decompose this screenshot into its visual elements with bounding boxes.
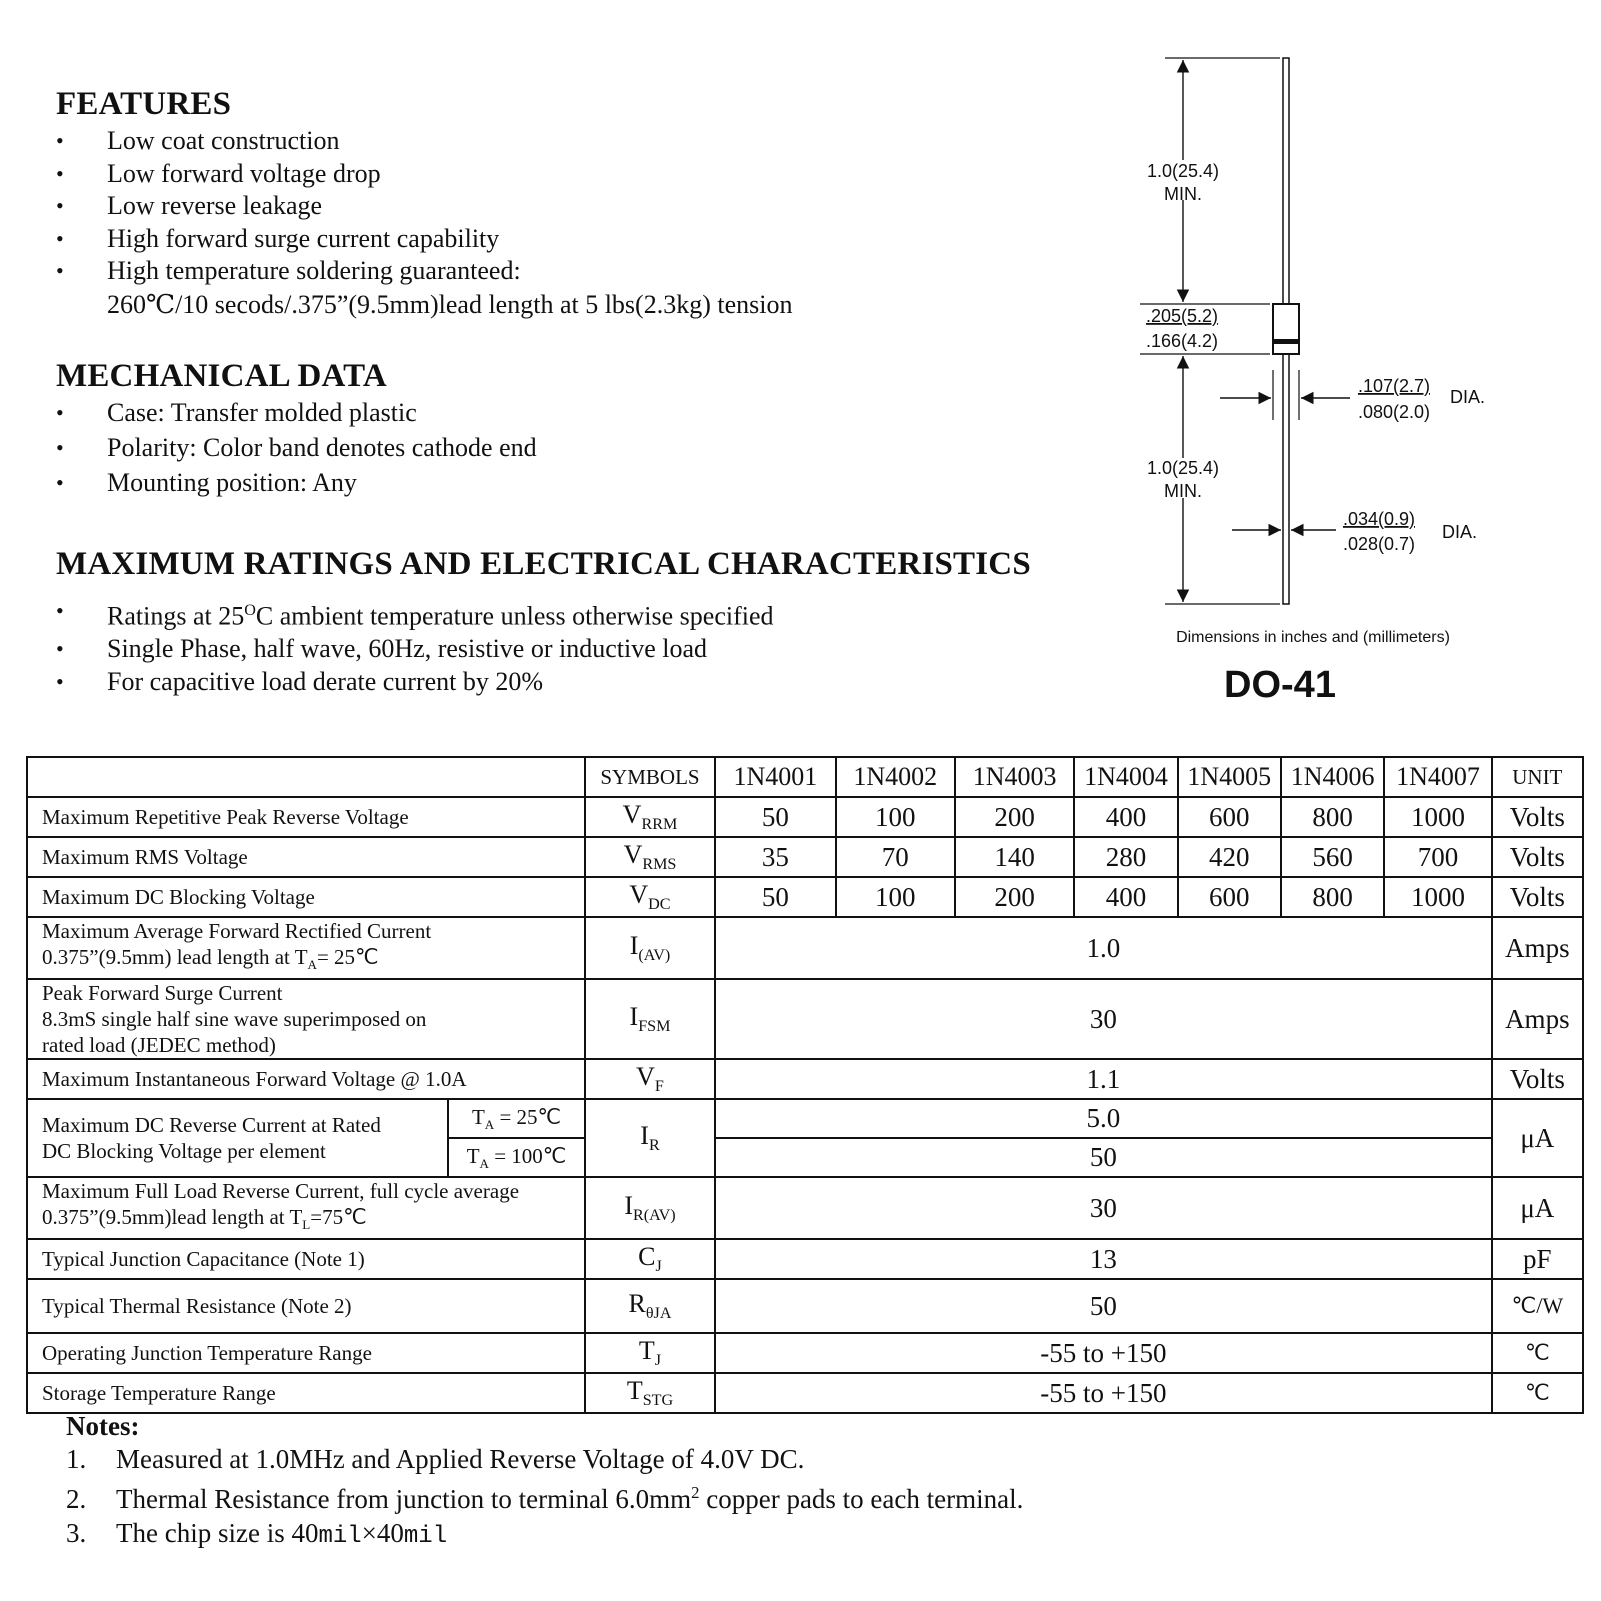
row-label: Maximum Instantaneous Forward Voltage @ 1.0A — [27, 1059, 585, 1099]
ratings-heading: MAXIMUM RATINGS AND ELECTRICAL CHARACTERISTICS — [56, 546, 1031, 582]
ratings-table — [26, 756, 1584, 1414]
list-item: • Low coat construction — [56, 125, 792, 158]
bullet-icon: • — [56, 258, 64, 283]
bullet-icon: • — [56, 193, 64, 218]
row-value: 50 — [715, 1138, 1491, 1177]
header-part: 1N4005 — [1178, 757, 1281, 797]
row-value: 600 — [1178, 797, 1281, 837]
row-symbol: $R_{\theta JA}$ — [585, 1279, 715, 1333]
row-label: Maximum Average Forward Rectified Current 0.375”(9.5mm) lead length at $T_A=$ 25℃ — [27, 917, 585, 979]
row-value: 1.0 — [715, 917, 1491, 979]
condition-ta-25: $T_A$ = 25℃ — [448, 1099, 584, 1138]
row-value: 800 — [1281, 877, 1384, 917]
row-value: 1000 — [1384, 797, 1491, 837]
row-unit: μA — [1492, 1099, 1583, 1177]
list-item: • Ratings at $25^OC$ ambient temperature unless otherwise specified — [56, 595, 1031, 633]
table-row — [27, 1099, 1583, 1138]
row-value: 200 — [955, 877, 1074, 917]
diode-body — [1273, 304, 1299, 354]
lead-dia-max: .034(0.9) — [1342, 509, 1416, 529]
row-value: 50 — [715, 877, 835, 917]
row-value: 5.0 — [715, 1099, 1491, 1138]
body-dia-suffix: DIA. — [1450, 387, 1486, 407]
soldering-spec: 260℃/10 secods/.375”(9.5mm)lead length at 5 lbs(2.3kg) tension — [107, 289, 793, 319]
bullet-icon: • — [56, 160, 64, 186]
dimensions-caption: Dimensions in inches and (millimeters) — [1176, 629, 1450, 646]
header-part: 1N4002 — [836, 757, 955, 797]
lead-bottom-length: 1.0(25.4) — [1146, 458, 1220, 478]
mechanical-section — [56, 358, 537, 500]
package-name: DO-41 — [1224, 664, 1336, 706]
bullet-icon: • — [56, 668, 64, 694]
table-row — [27, 1177, 1583, 1239]
list-item: • Low reverse leakage — [56, 190, 792, 223]
row-label: Maximum RMS Voltage — [27, 837, 585, 877]
bullet-icon: • — [56, 636, 64, 662]
lead-dia-suffix: DIA. — [1442, 522, 1478, 542]
header-part: 1N4004 — [1074, 757, 1177, 797]
header-part: 1N4007 — [1384, 757, 1491, 797]
row-symbol: $V_F$ — [585, 1059, 715, 1099]
header-part: 1N4006 — [1281, 757, 1384, 797]
row-label: Storage Temperature Range — [27, 1373, 585, 1413]
notes-section — [66, 1410, 1023, 1554]
lead-top-min: MIN. — [1164, 184, 1202, 204]
list-item: • Mounting position: Any — [56, 465, 537, 500]
table-row — [27, 877, 1583, 917]
body-length-min: .166(4.2) — [1145, 331, 1219, 351]
header-symbols: SYMBOLS — [585, 757, 715, 797]
row-symbol: $I_{R(AV)}$ — [585, 1177, 715, 1239]
row-value: 400 — [1074, 797, 1177, 837]
row-unit: μA — [1492, 1177, 1583, 1239]
lead-top-length: 1.0(25.4) — [1146, 161, 1220, 181]
row-label: Typical Junction Capacitance (Note 1) — [27, 1239, 585, 1279]
row-value: 30 — [715, 1177, 1491, 1239]
row-unit: ℃ — [1492, 1373, 1583, 1413]
body-dia-min: .080(2.0) — [1357, 402, 1431, 422]
row-label: Maximum Full Load Reverse Current, full cycle average 0.375”(9.5mm)lead length at $T_L=75℃$ — [27, 1177, 585, 1239]
ratings-section — [56, 546, 1031, 698]
row-symbol: $V_{RMS}$ — [585, 837, 715, 877]
header-part: 1N4001 — [715, 757, 835, 797]
row-unit: Volts — [1492, 877, 1583, 917]
row-unit: ℃ — [1492, 1333, 1583, 1373]
row-value: 280 — [1074, 837, 1177, 877]
list-item: • Polarity: Color band denotes cathode end — [56, 430, 537, 465]
table-row — [27, 1373, 1583, 1413]
row-label: Maximum Repetitive Peak Reverse Voltage — [27, 797, 585, 837]
body-dia-max: .107(2.7) — [1357, 376, 1431, 396]
lead-bottom — [1283, 354, 1289, 604]
row-value: 400 — [1074, 877, 1177, 917]
table-row — [27, 1239, 1583, 1279]
lead-top — [1283, 58, 1289, 304]
table-row — [27, 1279, 1583, 1333]
row-value: 50 — [715, 797, 835, 837]
row-value: 560 — [1281, 837, 1384, 877]
row-symbol: $I_R$ — [585, 1099, 715, 1177]
list-item: • Low forward voltage drop — [56, 158, 792, 191]
row-value: 140 — [955, 837, 1074, 877]
cathode-band — [1273, 339, 1299, 344]
row-value: -55 to +150 — [715, 1373, 1491, 1413]
row-symbol: $V_{RRM}$ — [585, 797, 715, 837]
row-symbol: $T_{STG}$ — [585, 1373, 715, 1413]
row-symbol: $I_{(AV)}$ — [585, 917, 715, 979]
lead-bottom-min: MIN. — [1164, 481, 1202, 501]
note-1: 1. Measured at 1.0MHz and Applied Reverse Voltage of 4.0V DC. — [66, 1444, 805, 1474]
note-2: 2. Thermal Resistance from junction to terminal $6.0mm^2$ copper pads to each terminal. — [66, 1483, 1024, 1514]
row-unit: Amps — [1492, 979, 1583, 1059]
row-unit: Volts — [1492, 837, 1583, 877]
row-value: 13 — [715, 1239, 1491, 1279]
body-length-max: .205(5.2) — [1145, 306, 1219, 326]
bullet-icon: • — [56, 435, 64, 460]
bullet-icon: • — [56, 128, 64, 153]
list-item: • High temperature soldering guaranteed: — [56, 255, 792, 288]
row-value: 700 — [1384, 837, 1491, 877]
list-item: • Single Phase, half wave, 60Hz, resistive or inductive load — [56, 633, 1031, 666]
features-section — [56, 86, 792, 322]
row-label: Operating Junction Temperature Range — [27, 1333, 585, 1373]
table-row — [27, 917, 1583, 979]
row-unit: Amps — [1492, 917, 1583, 979]
features-heading: FEATURES — [56, 86, 232, 122]
table-row — [27, 837, 1583, 877]
row-symbol: $I_{FSM}$ — [585, 979, 715, 1059]
row-unit: Volts — [1492, 797, 1583, 837]
ratings-list — [56, 595, 1031, 698]
table-row — [27, 1059, 1583, 1099]
header-part: 1N4003 — [955, 757, 1074, 797]
lead-dia-min: .028(0.7) — [1342, 534, 1416, 554]
row-label: Maximum DC Blocking Voltage — [27, 877, 585, 917]
table-row — [27, 1333, 1583, 1373]
mechanical-list — [56, 395, 537, 500]
row-symbol: $C_J$ — [585, 1239, 715, 1279]
features-list — [56, 125, 792, 288]
table-row — [27, 757, 1583, 797]
list-item: • Case: Transfer molded plastic — [56, 395, 537, 430]
row-value: 50 — [715, 1279, 1491, 1333]
row-value: 1.1 — [715, 1059, 1491, 1099]
row-value: 35 — [715, 837, 835, 877]
row-value: 200 — [955, 797, 1074, 837]
header-unit: UNIT — [1492, 757, 1583, 797]
row-value: 70 — [836, 837, 955, 877]
row-unit: pF — [1492, 1239, 1583, 1279]
row-symbol: $V_{DC}$ — [585, 877, 715, 917]
note-3: 3. The chip size is 40mil×40mil — [66, 1518, 448, 1550]
row-symbol: $T_J$ — [585, 1333, 715, 1373]
condition-ta-100: $T_A$ = 100℃ — [448, 1138, 584, 1177]
list-item: • High forward surge current capability — [56, 223, 792, 256]
mechanical-heading: MECHANICAL DATA — [56, 358, 387, 394]
row-value: 800 — [1281, 797, 1384, 837]
bullet-icon: • — [56, 470, 64, 495]
row-value: 600 — [1178, 877, 1281, 917]
row-label: Typical Thermal Resistance (Note 2) — [27, 1279, 585, 1333]
row-value: 100 — [836, 797, 955, 837]
row-unit: ℃/W — [1492, 1279, 1583, 1333]
list-item: • For capacitive load derate current by 20% — [56, 666, 1031, 699]
table-row — [27, 979, 1583, 1059]
table-row — [27, 797, 1583, 837]
notes-title: Notes: — [66, 1411, 140, 1441]
row-value: 100 — [836, 877, 955, 917]
row-value: 30 — [715, 979, 1491, 1059]
bullet-icon: • — [56, 598, 64, 623]
row-value: -55 to +150 — [715, 1333, 1491, 1373]
bullet-icon: • — [56, 225, 64, 251]
row-value: 1000 — [1384, 877, 1491, 917]
row-label: Maximum DC Reverse Current at Rated DC Blocking Voltage per element — [27, 1099, 448, 1177]
bullet-icon: • — [56, 400, 64, 425]
row-value: 420 — [1178, 837, 1281, 877]
row-unit: Volts — [1492, 1059, 1583, 1099]
row-label: Peak Forward Surge Current 8.3mS single half sine wave superimposed on rated load (JEDEC method) — [27, 979, 585, 1059]
